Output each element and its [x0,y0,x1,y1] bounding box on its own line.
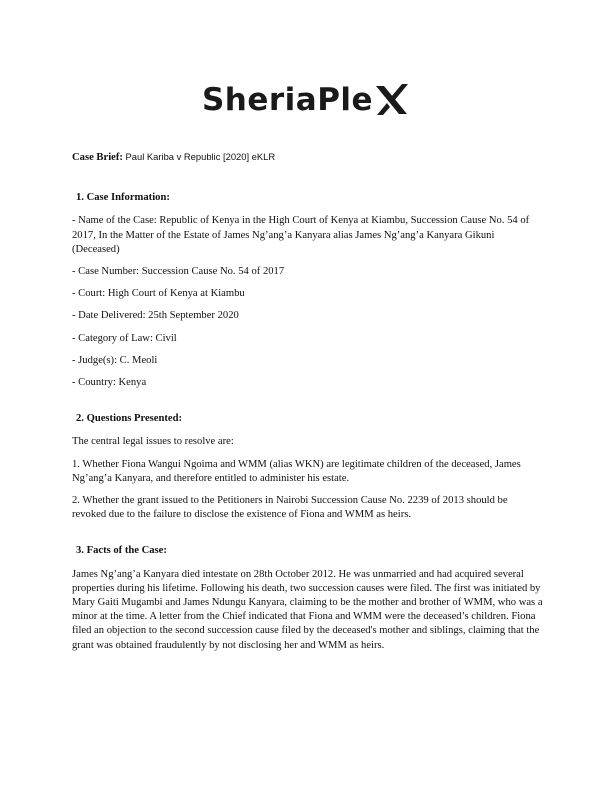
facts-paragraph: James Ng’ang’a Kanyara died intestate on 28th October 2012. He was unmarried and had acquired several properties during his lifetime. Following his death, two succession causes were filed. The first was initiated by Mary Gaiti Mugambi and James Ndungu Kanyara, claiming to be the mother and brother of WMM, who was a minor at the time. A letter from the Chief indicated that Fiona and WMM were the deceased’s children. Fiona filed an objection to the second succession cause filed by the deceased's mother and siblings, claiming that the grant was obtained fraudulently by not disclosing her and WMM as heirs. [72,568,543,651]
court: - Court: High Court of Kenya at Kiambu [72,288,245,300]
questions-intro: The central legal issues to resolve are: [72,436,234,448]
category-of-law: - Category of Law: Civil [72,332,177,344]
section-heading: 2. Questions Presented: [76,413,183,425]
case-brief-value: Paul Kariba v Republic [2020] eKLR [125,151,276,162]
case-brief-label: Case Brief: [72,152,123,163]
question-1: 1. Whether Fiona Wangui Ngoima and WMM (alias WKN) are legitimate children of the deceased, James Ng’ang’a Kanyara, and therefore entitled to administer his estate. [72,458,521,484]
case-number: - Case Number: Succession Cause No. 54 of 2017 [72,266,285,278]
document-body [72,150,544,675]
section-facts-of-the-case [72,544,544,652]
case-brief-line [72,150,544,165]
section-case-information [72,191,544,390]
question-2: 2. Whether the grant issued to the Petitioners in Nairobi Succession Cause No. 2239 of 2013 should be revoked due to the failure to disclose the existence of Fiona and WMM as heirs. [72,495,508,521]
sheriaplex-logo [0,80,612,120]
x-mark-icon [374,82,410,118]
section-heading: 3. Facts of the Case: [76,545,167,557]
country: - Country: Kenya [72,377,147,389]
logo-wordmark [202,80,410,120]
date-delivered: - Date Delivered: 25th September 2020 [72,310,239,322]
section-questions-presented [72,412,544,522]
case-name: - Name of the Case: Republic of Kenya in the High Court of Kenya at Kiambu, Succession Cause No. 54 of 2017, In the Matter of the Estate of James Ng’ang’a Kanyara alias James Ng’ang’a Kanyara Gikuni (Deceased) [72,215,530,255]
section-heading: 1. Case Information: [76,192,170,204]
logo-text: SheriaPle [201,82,374,118]
judges: - Judge(s): C. Meoli [72,354,158,366]
